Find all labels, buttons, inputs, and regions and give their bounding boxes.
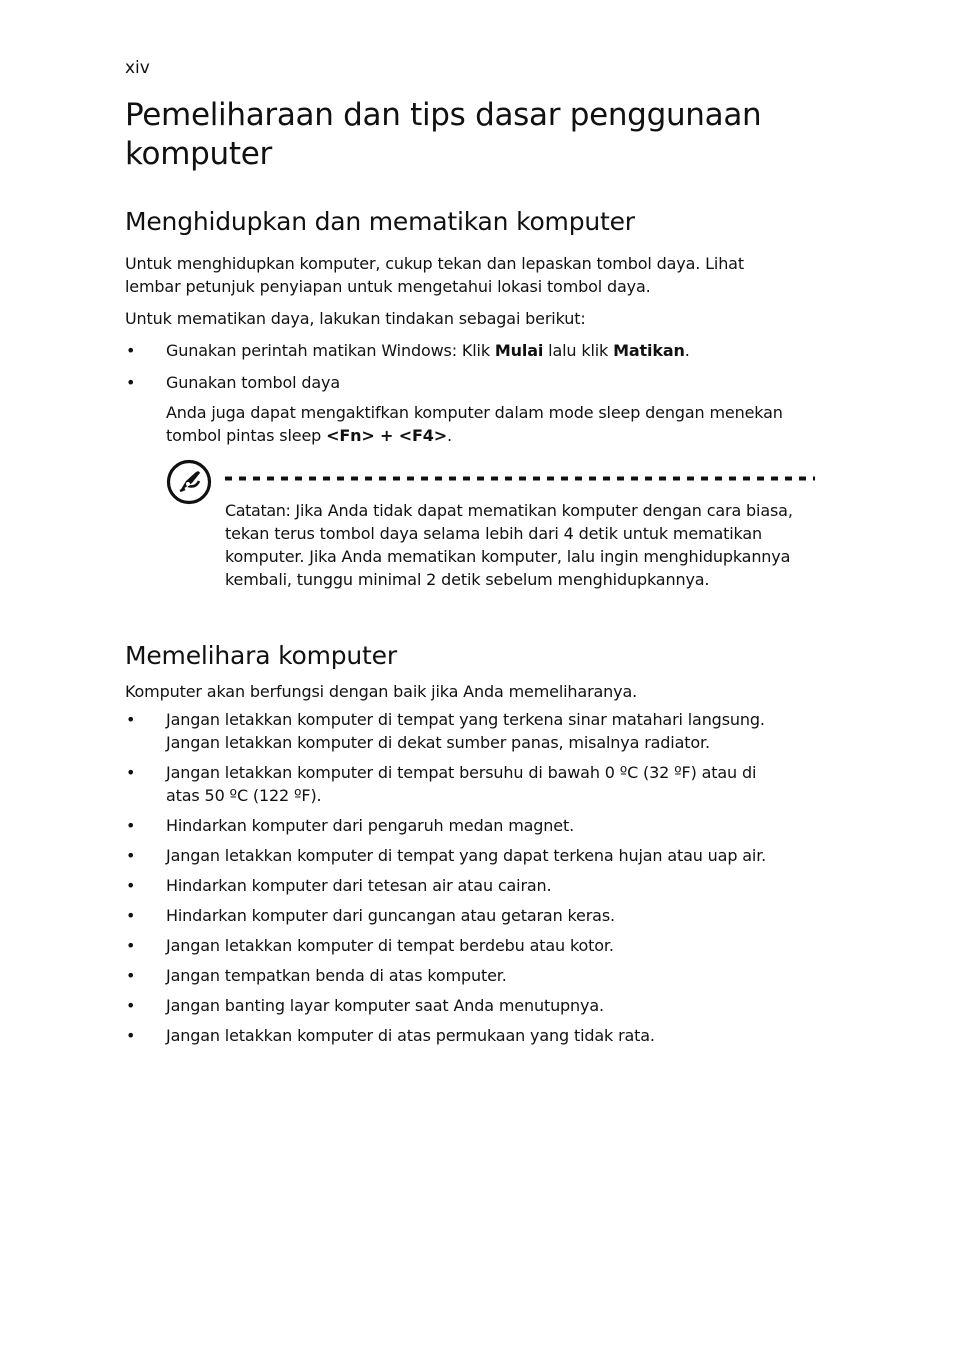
bullet-dot: • xyxy=(126,373,136,392)
bullet-dot: • xyxy=(126,846,136,865)
list-item xyxy=(125,761,785,807)
section-power xyxy=(125,206,815,619)
list-item xyxy=(125,844,785,867)
bullet-dot: • xyxy=(126,816,136,835)
list-item-text: lalu klik xyxy=(543,341,614,360)
bullet-dot: • xyxy=(126,936,136,955)
list-item-text: Jangan letakkan komputer di tempat berdebu atau kotor. xyxy=(166,936,614,955)
list-item-text: Jangan letakkan komputer di tempat bersuhu di bawah 0 ºC (32 ºF) atau di atas 50 ºC (122 ºF). xyxy=(166,763,757,805)
list-item-text: Hindarkan komputer dari guncangan atau getaran keras. xyxy=(166,906,615,925)
bullet-dot: • xyxy=(126,876,136,895)
note-text xyxy=(225,499,805,591)
list-item xyxy=(125,371,815,394)
power-off-intro: Untuk mematikan daya, lakukan tindakan sebagai berikut: xyxy=(125,309,586,328)
shutdown-label: Matikan xyxy=(613,341,685,360)
start-label: Mulai xyxy=(494,341,544,360)
bullet-dot: • xyxy=(126,763,136,782)
sleep-paragraph xyxy=(166,401,786,447)
list-item xyxy=(125,904,785,927)
care-intro: Komputer akan berfungsi dengan baik jika Anda memeliharanya. xyxy=(125,682,638,701)
list-item xyxy=(125,964,785,987)
bullet-dot: • xyxy=(126,341,136,360)
note-label: Catatan: xyxy=(225,501,291,520)
section-title-care: Memelihara komputer xyxy=(125,641,397,670)
section-title-power: Menghidupkan dan mematikan komputer xyxy=(125,207,635,236)
list-item-text: Jangan tempatkan benda di atas komputer. xyxy=(166,966,507,985)
list-item xyxy=(125,934,785,957)
bullet-dot: • xyxy=(126,906,136,925)
list-item xyxy=(125,1024,785,1047)
care-list xyxy=(125,708,785,1047)
list-item xyxy=(125,339,815,362)
chapter-title: Pemeliharaan dan tips dasar penggunaan komputer xyxy=(125,97,762,172)
note-body: Jika Anda tidak dapat mematikan komputer dengan cara biasa, tekan terus tombol daya selama lebih dari 4 detik untuk mematikan komputer. Jika Anda mematikan komputer, lalu ingin menghidupkannya kembali, tunggu minimal 2 detik sebelum menghidupkannya. xyxy=(225,501,793,589)
list-item-text: Gunakan tombol daya xyxy=(166,373,341,392)
list-item xyxy=(125,994,785,1017)
list-item-text: Hindarkan komputer dari pengaruh medan magnet. xyxy=(166,816,575,835)
sleep-text: Anda juga dapat mengaktifkan komputer dalam mode sleep dengan menekan tombol pintas sleep xyxy=(166,403,783,445)
list-item-text: Hindarkan komputer dari tetesan air atau cairan. xyxy=(166,876,552,895)
section-care xyxy=(125,640,815,1047)
page-number: xiv xyxy=(125,58,150,78)
power-off-list xyxy=(125,339,815,394)
list-item-text: Jangan letakkan komputer di tempat yang dapat terkena hujan atau uap air. xyxy=(166,846,767,865)
bullet-dot: • xyxy=(126,1026,136,1045)
bullet-dot: • xyxy=(126,996,136,1015)
bullet-dot: • xyxy=(126,966,136,985)
sleep-shortcut: <Fn> + <F4> xyxy=(326,426,447,445)
note-pen-icon xyxy=(166,459,212,505)
list-item-text: Jangan letakkan komputer di atas permukaan yang tidak rata. xyxy=(166,1026,655,1045)
note-box xyxy=(166,459,815,619)
list-item xyxy=(125,814,785,837)
list-item-text: Gunakan perintah matikan Windows: Klik xyxy=(166,341,495,360)
list-item-text: Jangan banting layar komputer saat Anda menutupnya. xyxy=(166,996,604,1015)
list-item xyxy=(125,708,785,754)
list-item-text: . xyxy=(684,341,690,360)
list-item-text: Jangan letakkan komputer di tempat yang terkena sinar matahari langsung. Jangan letakkan komputer di dekat sumber panas, misalnya radiator. xyxy=(166,710,765,752)
list-item xyxy=(125,874,785,897)
note-dotted-rule xyxy=(225,476,815,481)
sleep-text: . xyxy=(447,426,452,445)
bullet-dot: • xyxy=(126,710,136,729)
power-on-paragraph: Untuk menghidupkan komputer, cukup tekan dan lepaskan tombol daya. Lihat lembar petunjuk penyiapan untuk mengetahui lokasi tombol daya. xyxy=(125,254,744,296)
